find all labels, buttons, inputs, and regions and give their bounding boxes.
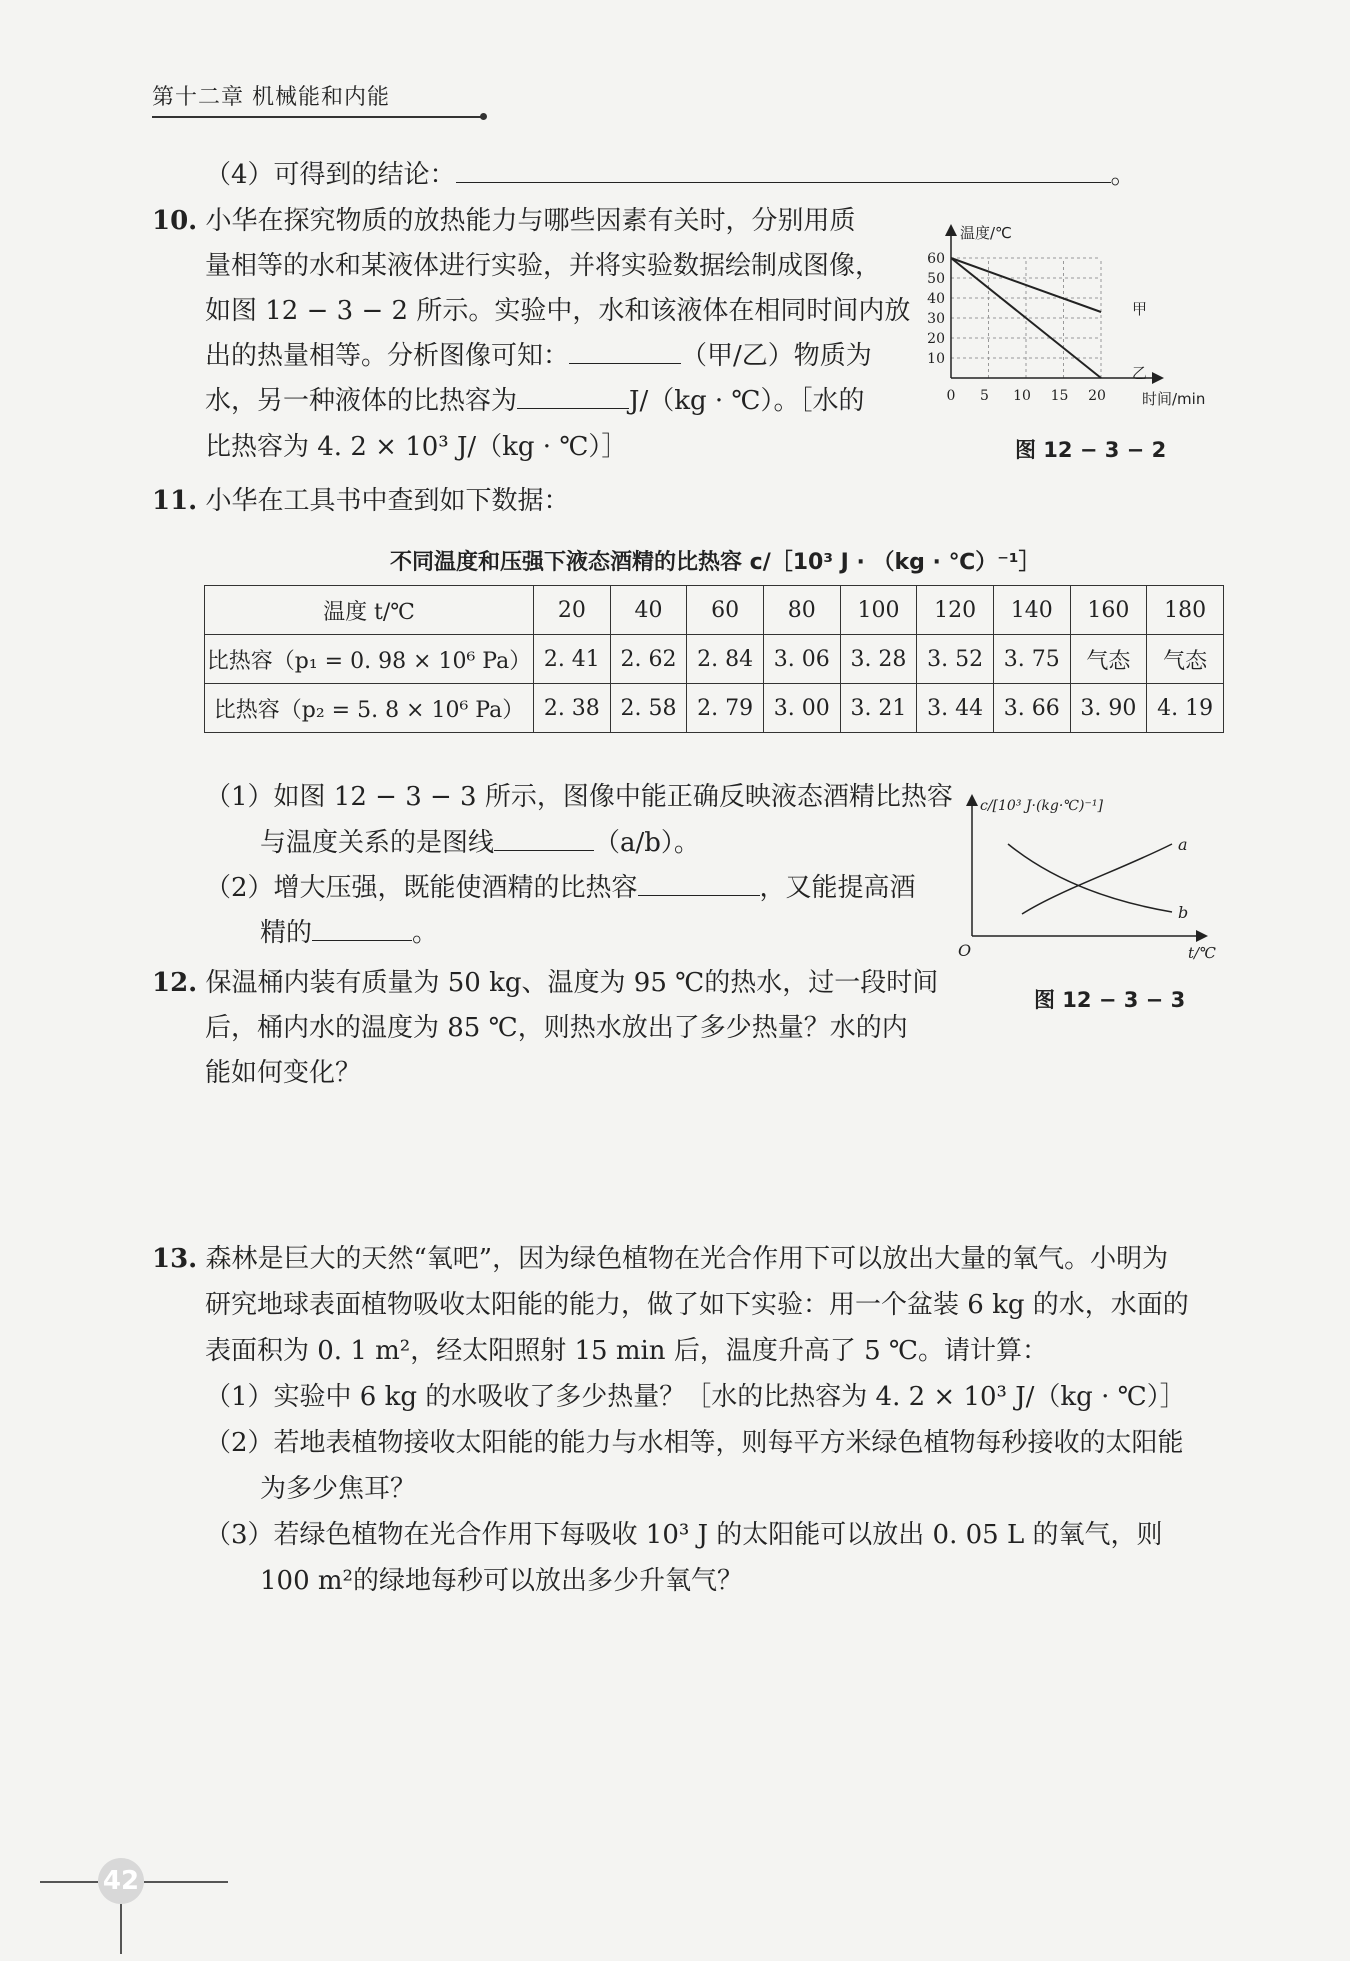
header-dot: [480, 113, 487, 120]
q13-line7: （3）若绿色植物在光合作用下每吸收 10³ J 的太阳能可以放出 0. 05 L 的氧气，则: [205, 1520, 1163, 1550]
footer-vertical-rule: [120, 1904, 122, 1954]
fig1-x-label: 时间/min: [1142, 390, 1206, 408]
q12-number: 12.: [152, 968, 198, 998]
table-cell: 2. 84: [687, 635, 764, 684]
table-cell: 100: [840, 586, 917, 635]
fig1-y-tick-label: 30: [927, 311, 945, 327]
q10-line3: 如图 12 − 3 − 2 所示。实验中，水和该液体在相同时间内放: [205, 296, 911, 326]
table-cell: 80: [763, 586, 840, 635]
table-row-label-p1: 比热容（p₁ = 0. 98 × 10⁶ Pa）: [205, 635, 534, 684]
table-cell: 3. 44: [917, 684, 994, 733]
q11-p2c: 精的: [260, 918, 313, 948]
table-cell: 3. 75: [993, 635, 1070, 684]
q11-p1c: （a/b）。: [594, 828, 700, 858]
q12-text1: 保温桶内装有质量为 50 kg、温度为 95 ℃的热水，过一段时间: [205, 968, 939, 998]
header-rule: [152, 116, 482, 118]
figure-12-3-2-caption: 图 12 − 3 − 2: [1015, 438, 1167, 462]
table-cell: 120: [917, 586, 994, 635]
fig2-label-b: b: [1178, 903, 1189, 922]
fig1-y-tick-label: 20: [927, 331, 945, 347]
table-caption: 不同温度和压强下液态酒精的比热容 c/［10³ J · （kg · ℃）⁻¹］: [390, 550, 1041, 575]
table-cell: 气态: [1070, 635, 1147, 684]
table-cell: 3. 00: [763, 684, 840, 733]
q13-line3: 表面积为 0. 1 m²，经太阳照射 15 min 后，温度升高了 5 ℃。请计算：: [205, 1336, 1048, 1366]
fig2-curve-b: [1008, 844, 1172, 912]
table-row-label-p2: 比热容（p₂ = 5. 8 × 10⁶ Pa）: [205, 684, 534, 733]
figure-12-3-3-caption: 图 12 − 3 − 3: [1034, 988, 1186, 1012]
q11-part1-line2: [260, 828, 700, 858]
fig1-x-tick-label: 20: [1088, 388, 1106, 404]
fig1-x-tick-label: 5: [980, 388, 989, 404]
table-cell: 2. 41: [534, 635, 611, 684]
q10-line5: [205, 386, 864, 416]
table-cell: 20: [534, 586, 611, 635]
fig1-label-jia: 甲: [1132, 300, 1148, 318]
fig2-y-label: c/[10³ J·(kg·℃)⁻¹]: [980, 798, 1103, 814]
q12-line2: 后，桶内水的温度为 85 ℃，则热水放出了多少热量？水的内: [205, 1013, 908, 1043]
q13-text1: 森林是巨大的天然“氧吧”，因为绿色植物在光合作用下可以放出大量的氧气。小明为: [205, 1244, 1169, 1274]
q11-line1: [152, 486, 570, 516]
fig1-x-tick-label: 10: [1013, 388, 1031, 404]
table-cell: 2. 62: [610, 635, 687, 684]
q11-part1-line1: （1）如图 12 − 3 − 3 所示，图像中能正确反映液态酒精比热容: [205, 782, 953, 812]
q13-line1: [152, 1244, 1168, 1274]
q10-line2: 量相等的水和某液体进行实验，并将实验数据绘制成图像，: [205, 251, 882, 281]
q13-line8: 100 m²的绿地每秒可以放出多少升氧气？: [260, 1566, 743, 1596]
footer-rule-right: [144, 1881, 228, 1883]
q10-line6: 比热容为 4. 2 × 10³ J/（kg · ℃）］: [205, 432, 628, 462]
table-cell: 3. 28: [840, 635, 917, 684]
q11-text: 小华在工具书中查到如下数据：: [205, 486, 570, 516]
q11-blank-property[interactable]: [312, 918, 412, 941]
table-header-row: [205, 586, 1224, 635]
q13-line2: 研究地球表面植物吸收太阳能的能力，做了如下实验：用一个盆装 6 kg 的水，水面的: [205, 1290, 1189, 1320]
table-cell: 4. 19: [1147, 684, 1224, 733]
q10-text5b: J/（kg · ℃）。［水的: [629, 386, 865, 416]
footer-rule-left: [40, 1881, 98, 1883]
q13-line4: （1）实验中 6 kg 的水吸收了多少热量？［水的比热容为 4. 2 × 10³ J/（kg · ℃）］: [205, 1382, 1186, 1412]
table-cell: 气态: [1147, 635, 1224, 684]
table-cell: 140: [993, 586, 1070, 635]
q10-number: 10.: [152, 206, 198, 236]
fig1-x-tick-label: 15: [1050, 388, 1069, 404]
q11-p1b: 与温度关系的是图线: [260, 828, 495, 858]
q12-line3: 能如何变化？: [205, 1058, 362, 1088]
q13-number: 13.: [152, 1244, 198, 1274]
fig1-x-tick-label: 0: [946, 388, 956, 404]
figure-12-3-2-chart: [918, 218, 1228, 418]
q9-part4: [205, 160, 1137, 190]
q10-text5a: 水，另一种液体的比热容为: [205, 386, 518, 416]
table-cell: 160: [1070, 586, 1147, 635]
q11-part2-line1: [205, 873, 916, 903]
table-cell: 3. 90: [1070, 684, 1147, 733]
q12-line1: [152, 968, 938, 998]
fig2-label-a: a: [1178, 835, 1188, 854]
q13-line6: 为多少焦耳？: [260, 1474, 417, 1504]
fig1-y-tick-label: 10: [927, 351, 945, 367]
table-cell: 40: [610, 586, 687, 635]
q10-text1: 小华在探究物质的放热能力与哪些因素有关时，分别用质: [205, 206, 856, 236]
table-cell: 3. 52: [917, 635, 994, 684]
q13-line5: （2）若地表植物接收太阳能的能力与水相等，则每平方米绿色植物每秒接收的太阳能: [205, 1428, 1184, 1458]
fig1-y-tick-label: 50: [927, 271, 945, 287]
q11-part2-line2: [260, 918, 438, 948]
q10-blank-substance[interactable]: [569, 341, 681, 364]
table-cell: 180: [1147, 586, 1224, 635]
q11-blank-curve[interactable]: [494, 828, 594, 851]
fig2-x-label: t/℃: [1188, 944, 1216, 962]
q11-p2a: （2）增大压强，既能使酒精的比热容: [205, 873, 638, 903]
table-cell: 3. 21: [840, 684, 917, 733]
fig2-origin: O: [958, 941, 972, 960]
q10-text4b: （甲/乙）物质为: [681, 341, 872, 371]
fig1-y-label: 温度/℃: [960, 224, 1012, 242]
fig1-y-tick-label: 60: [927, 251, 945, 267]
q11-blank-capacity-change[interactable]: [638, 873, 760, 896]
q11-number: 11.: [152, 486, 198, 516]
table-cell: 60: [687, 586, 764, 635]
q10-line4: [205, 341, 872, 371]
q11-p2d: 。: [412, 918, 439, 948]
q11-p2b: ，又能提高酒: [759, 873, 916, 903]
table-cell: 2. 38: [534, 684, 611, 733]
fig1-y-tick-label: 40: [927, 291, 945, 307]
table-cell: 3. 06: [763, 635, 840, 684]
table-cell: 2. 58: [610, 684, 687, 733]
table-row-p2: [205, 684, 1224, 733]
q10-blank-heat-capacity[interactable]: [517, 386, 629, 409]
table-cell: 2. 79: [687, 684, 764, 733]
fig2-curve-a: [1022, 844, 1172, 914]
heat-capacity-table: [204, 585, 1224, 733]
chapter-title: 第十二章 机械能和内能: [152, 85, 390, 110]
q9-conclusion-blank[interactable]: [456, 160, 1111, 183]
fig1-label-yi: 乙: [1132, 364, 1148, 382]
table-header-label: 温度 t/℃: [205, 586, 534, 635]
table-row-p1: [205, 635, 1224, 684]
q9-end: 。: [1110, 160, 1137, 190]
page-number: 42: [98, 1858, 144, 1904]
q10-text4a: 出的热量相等。分析图像可知：: [205, 341, 570, 371]
table-cell: 3. 66: [993, 684, 1070, 733]
figure-12-3-3-chart: [950, 790, 1230, 970]
q9-part4-label: （4）可得到的结论：: [205, 160, 456, 190]
q10-line1: [152, 206, 856, 236]
